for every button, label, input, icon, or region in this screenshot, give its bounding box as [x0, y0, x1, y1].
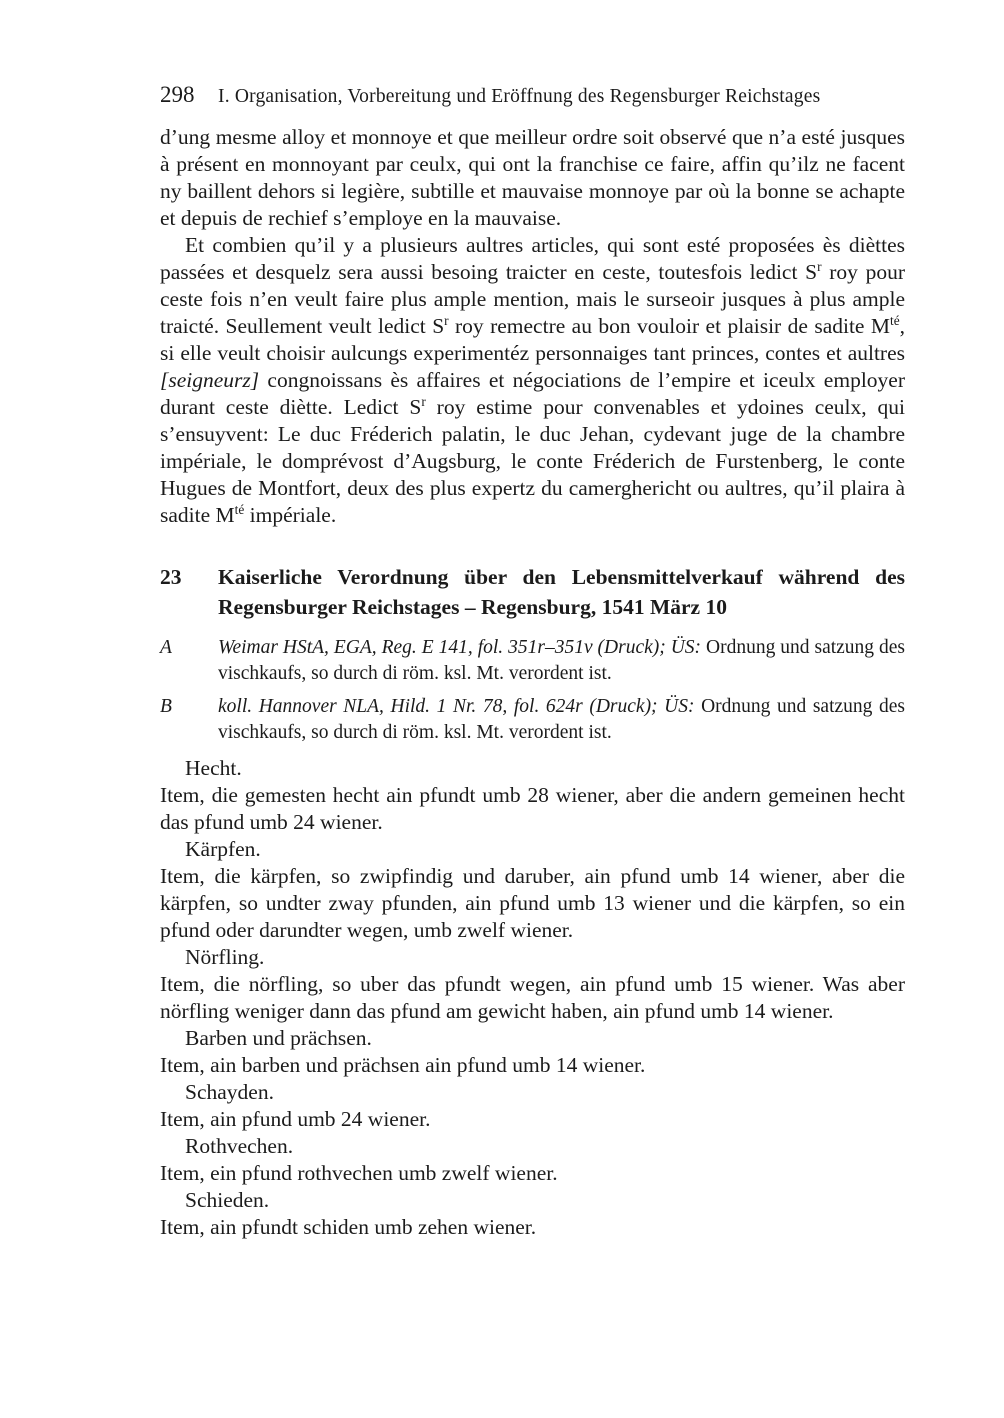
edition-item: Item, ain pfund umb 24 wiener. — [160, 1107, 431, 1131]
source-list — [160, 635, 905, 746]
edition-fish-heading: Schieden. — [185, 1188, 270, 1212]
edition-fish-heading: Hecht. — [185, 756, 242, 780]
edition-item: Item, die nörfling, so uber das pfundt wegen, ain pfund umb 15 wiener. Was aber nörfling weniger dann das pfund am gewicht haben, ain pfund umb 14 wiener. — [160, 972, 905, 1023]
edition-fish-heading: Kärpfen. — [185, 837, 261, 861]
page-number: 298 — [160, 82, 195, 107]
edition-fish-heading: Nörfling. — [185, 945, 265, 969]
edition-item: Item, ein pfund rothvechen umb zwelf wiener. — [160, 1161, 558, 1185]
source-entry — [160, 694, 905, 746]
edition-item: Item, ain pfundt schiden umb zehen wiener. — [160, 1215, 537, 1239]
running-head: I. Organisation, Vorbereitung und Eröffnung des Regensburger Reichstages — [218, 86, 821, 107]
source-entry — [160, 635, 905, 687]
section-title: Kaiserliche Verordnung über den Lebensmittelverkauf während des Regensburger Reichstages – Regensburg, 1541 März 10 — [218, 565, 905, 619]
edition-fish-heading: Schayden. — [185, 1080, 274, 1104]
edition-fish-heading: Rothvechen. — [185, 1134, 294, 1158]
page-header — [160, 82, 905, 108]
edition-item: Item, ain barben und prächsen ain pfund umb 14 wiener. — [160, 1053, 646, 1077]
edition-item: Item, die gemesten hecht ain pfundt umb 28 wiener, aber die andern gemeinen hecht das pfund umb 24 wiener. — [160, 783, 905, 834]
source-siglum: A — [160, 637, 172, 658]
french-text-block — [160, 124, 905, 529]
source-siglum: B — [160, 696, 172, 717]
section-heading — [160, 562, 905, 622]
edition-fish-heading: Barben und prächsen. — [185, 1026, 372, 1050]
source-description: Weimar HStA, EGA, Reg. E 141, fol. 351r–351v (Druck); ÜS: Ordnung und satzung des vischkaufs, so durch di röm. ksl. Mt. verordent ist. — [218, 637, 906, 684]
paragraph-french-2: Et combien qu’il y a plusieurs aultres articles, qui sont esté proposées ès dièttes passées et desquelz sera aussi besoing traicter en ceste, toutesfois ledict $S^r$ roy pour ceste fois n’en veult faire plus ample mention, mais le surseoir jusques à plus ample traicté. Seullement veult ledict $S^r$ roy remectre au bon vouloir et plaisir de sadite $M^{té}$, si elle veult choisir aulcungs experimentéz personnaiges tant princes, contes et aultres [seigneurz] congnoissans ès affaires et négociations de l’empire et iceulx employer durant ceste diètte. Ledict $S^r$ roy estime pour convenables et ydoines ceulx, qui s’ensuyvent: Le duc Fréderich palatin, le duc Jehan, cydevant juge de la chambre impériale, le domprévost d’Augsburg, le conte Fréderich de Furstenberg, le conte Hugues de Montfort, deux des plus expertz du camerghericht ou aultres, qu’il plaira à sadite $M^{té}$ impériale. — [160, 233, 906, 527]
section-number: 23 — [160, 565, 182, 589]
edition-block — [160, 755, 905, 1241]
edition-item: Item, die kärpfen, so zwipfindig und daruber, ain pfund umb 14 wiener, aber die kärpfen, so undter zway pfunden, ain pfund umb 13 wiener und die kärpfen, so ein pfund oder darundter wegen, umb zwelf wiener. — [160, 864, 905, 942]
paragraph-french-1: d’ung mesme alloy et monnoye et que meilleur ordre soit observé que n’a esté jusques à présent en monnoyant par ceulx, qui ont la franchise ce faire, affin qu’ilz ne facent ny baillent dehors si legière, subtille et mauvaise monnoye par où la bonne se achapte et depuis de rechief s’employe en la mauvaise. — [160, 125, 905, 230]
source-description: koll. Hannover NLA, Hild. 1 Nr. 78, fol. 624r (Druck); ÜS: Ordnung und satzung des vischkaufs, so durch di röm. ksl. Mt. verordent ist. — [218, 696, 905, 743]
